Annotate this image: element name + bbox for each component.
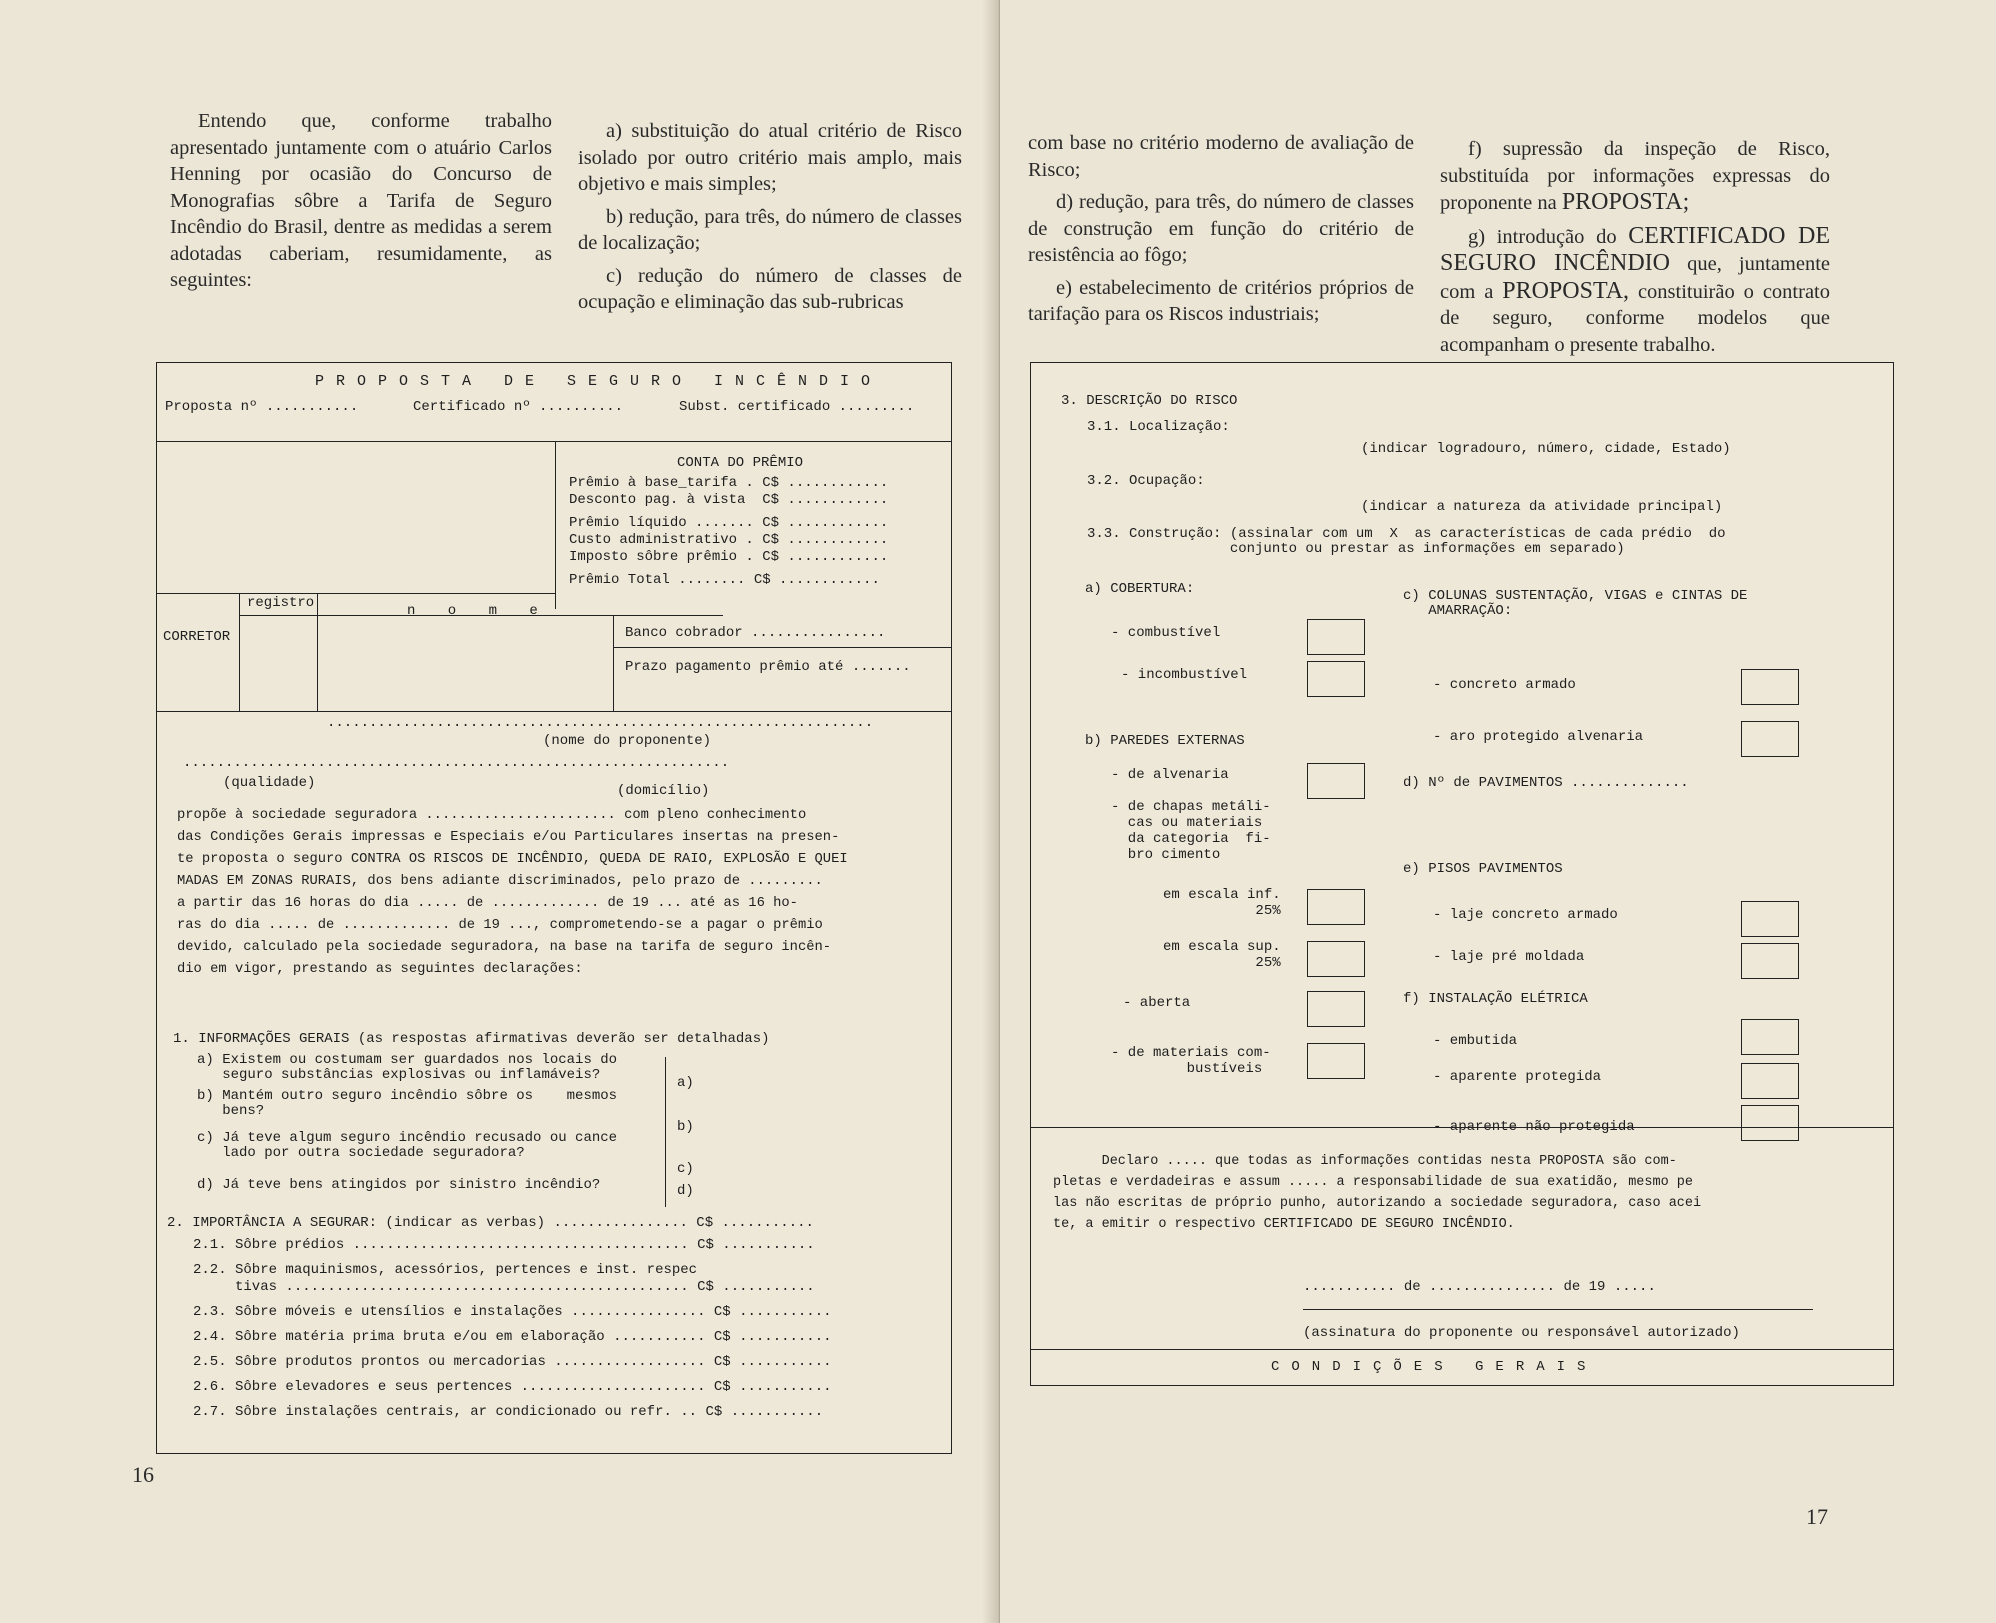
- condicoes-gerais-title: CONDIÇÕES GERAIS: [1271, 1359, 1598, 1375]
- checkbox[interactable]: [1741, 721, 1799, 757]
- dotted-line: .................................................................: [327, 715, 874, 731]
- informacoes-gerais-heading: 1. INFORMAÇÕES GERAIS (as respostas afirmativas deverão ser detalhadas): [173, 1031, 770, 1047]
- proposta-number: Proposta nº ...........: [165, 399, 359, 415]
- paragraph: a) substituição do atual critério de Risco isolado por outro critério mais amplo, mais objetivo e mais simples;: [578, 120, 962, 195]
- checkbox[interactable]: [1741, 1105, 1799, 1141]
- divider: [239, 593, 555, 594]
- divider: [317, 593, 318, 711]
- checkbox[interactable]: [1741, 901, 1799, 937]
- pisos-heading: e) PISOS PAVIMENTOS: [1403, 861, 1563, 877]
- declaration-line: las não escritas de próprio punho, autorizando a sociedade seguradora, caso acei: [1053, 1196, 1702, 1211]
- verba-line: 2.6. Sôbre elevadores e seus pertences ...................... C$ ...........: [193, 1379, 832, 1395]
- question-b: b) Mantém outro seguro incêndio sôbre os mesmos bens?: [197, 1088, 618, 1119]
- instalacao-item: - embutida: [1433, 1033, 1518, 1049]
- item-g-text: g) introdução do: [1468, 225, 1617, 248]
- dotted-line: .................................................................: [183, 755, 730, 771]
- descricao-heading: 3. DESCRIÇÃO DO RISCO: [1061, 393, 1238, 409]
- body-line: devido, calculado pela sociedade seguradora, na base na tarifa de seguro incên-: [177, 940, 832, 955]
- paredes-item: - de materiais com- bustíveis: [1111, 1045, 1271, 1077]
- checkbox[interactable]: [1307, 661, 1365, 697]
- signature-label: (assinatura do proponente ou responsável autorizado): [1303, 1325, 1740, 1341]
- declaration-line: te, a emitir o respectivo CERTIFICADO DE SEGURO INCÊNDIO.: [1053, 1217, 1515, 1232]
- paragraph: d) redução, para três, do número de classes de construção em função do critério de resistência ao fôgo;: [1028, 191, 1414, 266]
- premio-line: Desconto pag. à vista C$ ............: [569, 492, 889, 508]
- date-line: ........... de ............... de 19 .....: [1303, 1279, 1656, 1295]
- conta-do-premio-title: CONTA DO PRÊMIO: [677, 455, 804, 471]
- proposal-body: [177, 805, 848, 981]
- body-line: MADAS EM ZONAS RURAIS, dos bens adiante discriminados, pelo prazo de .........: [177, 874, 823, 889]
- verba-line: 2.7. Sôbre instalações centrais, ar condicionado ou refr. .. C$ ...........: [193, 1404, 824, 1420]
- corretor-label: CORRETOR: [163, 629, 231, 645]
- declaration-line: Declaro ..... que todas as informações contidas nesta PROPOSTA são com-: [1053, 1154, 1677, 1169]
- item-g-text: constituirão o contrato de seguro, conforme modelos que acompanham o presente trabalho.: [1440, 280, 1830, 356]
- divider: [1031, 1127, 1893, 1128]
- colunas-heading: c) COLUNAS SUSTENTAÇÃO, VIGAS e CINTAS DE AMARRAÇÃO:: [1403, 588, 1748, 619]
- premio-line: Prêmio à base_tarifa . C$ ............: [569, 475, 889, 491]
- divider: [613, 615, 614, 711]
- pisos-item: - laje pré moldada: [1433, 949, 1585, 965]
- item-g-emphasis: PROPOSTA,: [1502, 277, 1630, 304]
- checkbox[interactable]: [1741, 943, 1799, 979]
- paredes-heading: b) PAREDES EXTERNAS: [1085, 733, 1245, 749]
- page-number: 17: [1806, 1504, 1828, 1529]
- checkbox[interactable]: [1307, 763, 1365, 799]
- checkbox[interactable]: [1307, 889, 1365, 925]
- premio-list: [569, 475, 888, 589]
- answer-a: a): [677, 1075, 694, 1091]
- right-column-1: [1028, 130, 1414, 334]
- cobertura-item: - combustível: [1111, 625, 1221, 641]
- ocupacao-hint: (indicar a natureza da atividade principal): [1361, 499, 1723, 515]
- divider: [157, 711, 951, 712]
- question-a: a) Existem ou costumam ser guardados nos locais do seguro substâncias explosivas ou inflamáveis?: [197, 1052, 618, 1083]
- instalacao-item: - aparente não protegida: [1433, 1119, 1635, 1135]
- verba-line: 2.4. Sôbre matéria prima bruta e/ou em elaboração ........... C$ ...........: [193, 1329, 832, 1345]
- item-g-emphasis: CERTIFICADO DE SEGURO INCÊNDIO: [1440, 222, 1830, 276]
- premio-line: Prêmio Total ........ C$ ............: [569, 572, 880, 588]
- verba-line: 2.1. Sôbre prédios ........................................ C$ ...........: [193, 1237, 815, 1253]
- checkbox[interactable]: [1307, 991, 1365, 1027]
- body-line: propõe à sociedade seguradora ....................... com pleno conhecimento: [177, 808, 807, 823]
- pisos-item: - laje concreto armado: [1433, 907, 1618, 923]
- page-number: 16: [132, 1462, 154, 1487]
- colunas-item: - aro protegido alvenaria: [1433, 729, 1644, 745]
- divider: [613, 647, 951, 648]
- body-line: ras do dia ..... de ............. de 19 ..., comprometendo-se a pagar o prêmio: [177, 918, 823, 933]
- paragraph: [1440, 136, 1830, 217]
- domicilio-label: (domicílio): [617, 783, 710, 799]
- form-title: PROPOSTA DE SEGURO INCÊNDIO: [315, 373, 883, 390]
- instalacao-heading: f) INSTALAÇÃO ELÉTRICA: [1403, 991, 1588, 1007]
- divider: [157, 593, 239, 594]
- ocupacao-label: 3.2. Ocupação:: [1087, 473, 1205, 489]
- checkbox[interactable]: [1307, 619, 1365, 655]
- verba-line: 2.2. Sôbre maquinismos, acessórios, pertences e inst. respec tivas ................................................ C$ ...........: [193, 1262, 815, 1295]
- localizacao-hint: (indicar logradouro, número, cidade, Estado): [1361, 441, 1731, 457]
- proposal-form: [156, 362, 952, 1454]
- checkbox[interactable]: [1741, 669, 1799, 705]
- divider: [555, 441, 556, 609]
- question-c: c) Já teve algum seguro incêndio recusado ou cance lado por outra sociedade seguradora?: [197, 1130, 618, 1161]
- divider: [239, 615, 723, 616]
- prazo-pagamento: Prazo pagamento prêmio até .......: [625, 659, 911, 675]
- construcao-label: 3.3. Construção: (assinalar com um X as características de cada prédio do conjunto ou prestar as informações em separado): [1087, 526, 1726, 557]
- divider: [239, 593, 240, 711]
- verba-line: 2.5. Sôbre produtos prontos ou mercadorias .................. C$ ...........: [193, 1354, 832, 1370]
- item-f-emphasis: PROPOSTA;: [1561, 189, 1690, 215]
- nome-proponente-label: (nome do proponente): [543, 733, 712, 749]
- divider: [157, 441, 951, 442]
- declaration-text: [1053, 1151, 1701, 1235]
- signature-line: [1303, 1309, 1813, 1310]
- verba-line: 2.3. Sôbre móveis e utensílios e instalações ................ C$ ...........: [193, 1304, 832, 1320]
- subst-certificado: Subst. certificado .........: [679, 399, 915, 415]
- paragraph: com base no critério moderno de avaliação de Risco;: [1028, 132, 1414, 181]
- registro-label: registro: [247, 595, 315, 611]
- right-page: [1000, 0, 1996, 1623]
- left-column-2: [578, 118, 962, 322]
- cobertura-item: - incombustível: [1121, 667, 1248, 683]
- checkbox[interactable]: [1741, 1063, 1799, 1099]
- paragraph: b) redução, para três, do número de classes de localização;: [578, 205, 962, 254]
- importancia-heading: 2. IMPORTÂNCIA A SEGURAR: (indicar as verbas) ................ C$ ...........: [167, 1215, 814, 1231]
- question-d: d) Já teve bens atingidos por sinistro incêndio?: [197, 1177, 601, 1193]
- premio-line: Prêmio líquido ....... C$ ............: [569, 515, 889, 531]
- left-column-1: [170, 108, 552, 300]
- body-line: dio em vigor, prestando as seguintes declarações:: [177, 962, 583, 977]
- item-f-text: f) supressão da inspeção de Risco, substituída por informações expressas do proponente na: [1440, 138, 1830, 214]
- body-line: a partir das 16 horas do dia ..... de ............. de 19 ... até as 16 ho-: [177, 896, 798, 911]
- localizacao-label: 3.1. Localização:: [1087, 419, 1230, 435]
- qualidade-label: (qualidade): [223, 775, 316, 791]
- instalacao-item: - aparente protegida: [1433, 1069, 1602, 1085]
- paragraph: Entendo que, conforme trabalho apresentado juntamente com o atuário Carlos Henning por ocasião do Concurso de Monografias sôbre a Tarifa de Seguro Incêndio do Brasil, dentre as medidas a serem adotadas caberiam, resumidamente, as seguintes:: [170, 110, 552, 291]
- checkbox[interactable]: [1741, 1019, 1799, 1055]
- nome-label: n o m e: [407, 603, 550, 619]
- premio-line: Imposto sôbre prêmio . C$ ............: [569, 549, 889, 565]
- divider: [665, 1057, 666, 1207]
- answer-d: d): [677, 1183, 694, 1199]
- checkbox[interactable]: [1307, 941, 1365, 977]
- body-line: te proposta o seguro CONTRA OS RISCOS DE INCÊNDIO, QUEDA DE RAIO, EXPLOSÃO E QUEI: [177, 852, 848, 867]
- paredes-item: em escala inf. 25%: [1163, 887, 1281, 919]
- verbas-list: [193, 1237, 832, 1421]
- paredes-item: - de chapas metáli- cas ou materiais da categoria fi- bro cimento: [1111, 799, 1271, 863]
- paragraph: e) estabelecimento de critérios próprios de tarifação para os Riscos industriais;: [1028, 276, 1414, 325]
- banco-cobrador: Banco cobrador ................: [625, 625, 886, 641]
- pavimentos-field: d) Nº de PAVIMENTOS ..............: [1403, 775, 1689, 791]
- risk-description-form: [1030, 362, 1894, 1386]
- premio-line: Custo administrativo . C$ ............: [569, 532, 889, 548]
- body-line: das Condições Gerais impressas e Especiais e/ou Particulares insertas na presen-: [177, 830, 840, 845]
- paredes-item: em escala sup. 25%: [1163, 939, 1281, 971]
- cobertura-heading: a) COBERTURA:: [1085, 581, 1195, 597]
- colunas-item: - concreto armado: [1433, 677, 1576, 693]
- declaration-line: pletas e verdadeiras e assum ..... a responsabilidade de sua exatidão, mesmo pe: [1053, 1175, 1694, 1190]
- item-g-text: que, juntamente com a: [1440, 253, 1831, 303]
- paredes-item: - de alvenaria: [1111, 767, 1229, 783]
- answer-c: c): [677, 1161, 694, 1177]
- paragraph: c) redução do número de classes de ocupação e eliminação das sub-rubricas: [578, 264, 962, 313]
- right-column-2: [1440, 136, 1830, 364]
- checkbox[interactable]: [1307, 1043, 1365, 1079]
- certificado-number: Certificado nº ..........: [413, 399, 624, 415]
- paragraph: [1440, 223, 1830, 359]
- answer-b: b): [677, 1119, 694, 1135]
- paredes-item: - aberta: [1123, 995, 1191, 1011]
- divider: [1031, 1349, 1893, 1350]
